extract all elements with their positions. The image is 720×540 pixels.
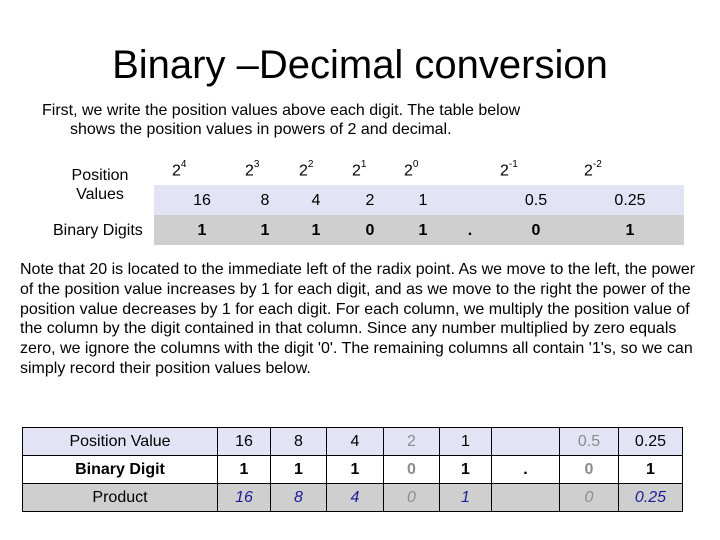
radix-point: . — [467, 222, 473, 239]
table-cell: 1 — [440, 456, 492, 484]
power-exponent: -2 — [592, 159, 602, 170]
power-base: 2 — [172, 162, 181, 180]
table-cell — [492, 484, 560, 512]
power-exponent: 4 — [180, 159, 187, 170]
table-cell — [492, 428, 560, 456]
binary-digit: 0 — [531, 222, 541, 239]
table-cell: 1 — [271, 456, 327, 484]
position-label-line-2: Values — [76, 186, 124, 203]
table-cell: 0.25 — [619, 428, 683, 456]
power-exponent: -1 — [508, 159, 518, 170]
row-label: Position Value — [23, 428, 218, 456]
table-cell: 16 — [218, 484, 271, 512]
table-row — [23, 456, 683, 484]
binary-digits-label: Binary Digits — [53, 222, 143, 239]
radix-point: . — [492, 456, 560, 484]
binary-digit: 1 — [625, 222, 635, 239]
power-label — [245, 161, 259, 180]
power-base: 2 — [245, 162, 254, 180]
power-label — [299, 161, 313, 180]
slide-title: Binary –Decimal conversion — [112, 43, 608, 87]
table-cell: 2 — [384, 428, 440, 456]
table-cell: 8 — [271, 428, 327, 456]
power-base: 2 — [352, 162, 361, 180]
table-cell: 0.25 — [619, 484, 683, 512]
table-cell: 1 — [440, 428, 492, 456]
table-cell: 0 — [384, 456, 440, 484]
table-cell: 1 — [327, 456, 384, 484]
table-cell: 16 — [218, 428, 271, 456]
power-exponent: 0 — [412, 159, 419, 170]
table-cell: 1 — [440, 484, 492, 512]
position-value: 2 — [365, 192, 375, 209]
table-cell: 0 — [560, 484, 619, 512]
table-cell: 1 — [619, 456, 683, 484]
position-values-label — [50, 166, 150, 204]
table-cell: 8 — [271, 484, 327, 512]
power-label — [584, 161, 602, 180]
explanation-paragraph: Note that 20 is located to the immediate left of the radix point. As we move to the left, the power of the position value increases by 1 for each digit, and as we move to the right the power of the position value decreases by 1 for each digit. For each column, we multiply the position value of the column by the digit contained in that column. Since any number multiplied by zero equals zero, we ignore the columns with the digit '0'. The remaining columns all contain '1's, so we can simply record their position values below. — [20, 261, 696, 377]
power-exponent: 1 — [360, 159, 367, 170]
table-cell: 1 — [218, 456, 271, 484]
power-label — [352, 161, 366, 180]
binary-digit: 1 — [311, 222, 321, 239]
power-label — [500, 161, 518, 180]
power-exponent: 3 — [253, 159, 260, 170]
binary-digit: 1 — [197, 222, 207, 239]
position-value: 4 — [311, 192, 321, 209]
table-row — [23, 484, 683, 512]
power-label — [172, 161, 186, 180]
position-value: 1 — [418, 192, 428, 209]
power-base: 2 — [299, 162, 308, 180]
table-cell: 4 — [327, 484, 384, 512]
power-base: 2 — [404, 162, 413, 180]
position-value: 0.25 — [614, 192, 646, 209]
power-label — [404, 161, 418, 180]
table-cell: 0 — [384, 484, 440, 512]
power-base: 2 — [584, 162, 593, 180]
row-label: Binary Digit — [23, 456, 218, 484]
row-label: Product — [23, 484, 218, 512]
intro-line-1: First, we write the position values above each digit. The table below — [42, 102, 521, 119]
intro-line-2: shows the position values in powers of 2 and decimal. — [70, 121, 452, 138]
power-exponent: 2 — [307, 159, 314, 170]
table-row — [23, 428, 683, 456]
binary-digit: 0 — [365, 222, 375, 239]
table-cell: 4 — [327, 428, 384, 456]
power-base: 2 — [500, 162, 509, 180]
binary-digit: 1 — [260, 222, 270, 239]
binary-digit: 1 — [418, 222, 428, 239]
position-label-line-1: Position — [71, 167, 129, 184]
table-cell: 0 — [560, 456, 619, 484]
position-value: 8 — [260, 192, 270, 209]
position-value: 0.5 — [524, 192, 548, 209]
intro-text — [42, 101, 602, 139]
table-cell: 0.5 — [560, 428, 619, 456]
product-table — [22, 427, 683, 512]
position-value: 16 — [193, 192, 211, 209]
